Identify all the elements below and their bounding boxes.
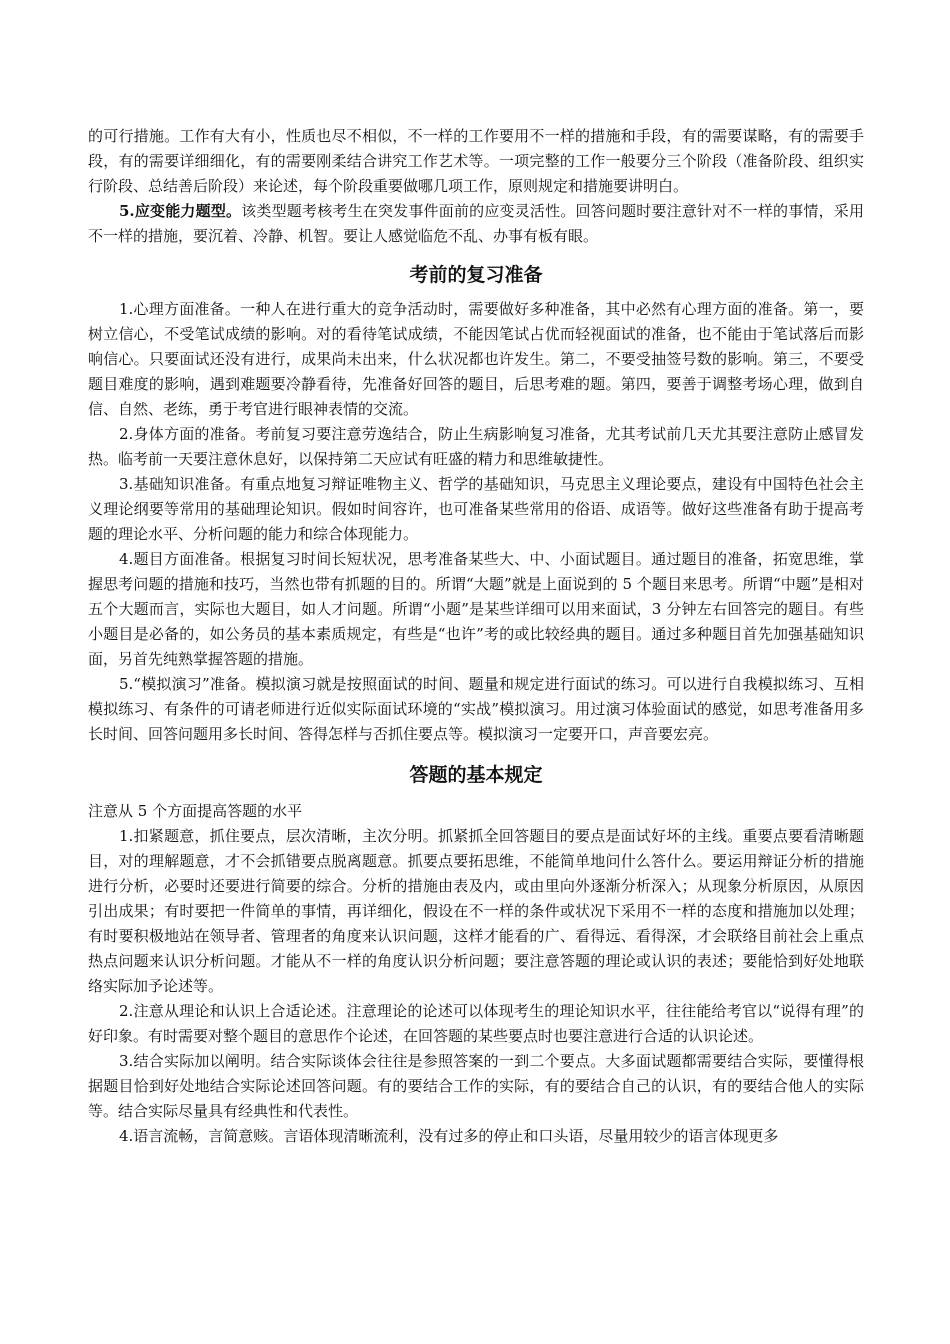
rule-paragraph-2: 2.注意从理论和认识上合适论述。注意理论的论述可以体现考生的理论知识水平，往往能给考官以“说得有理”的好印象。有时需要对整个题目的意思作个论述，在回答题的某些要点时也要注意进行合适的认识论述。	[88, 1002, 864, 1045]
section-title-answer-rules: 答题的基本规定	[409, 764, 543, 786]
section-lead: 注意从 5 个方面提高答题的水平	[88, 802, 303, 820]
intro-paragraph-5	[88, 199, 864, 249]
prep-paragraph-1: 1.心理方面准备。一种人在进行重大的竞争活动时，需要做好多种准备，其中必然有心理方面的准备。第一，要树立信心，不受笔试成绩的影响。对的看待笔试成绩，不能因笔试占优而轻视面试的准备，也不能由于笔试落后而影响信心。只要面试还没有进行，成果尚未出来，什么状况都也许发生。第二，不要受抽签号数的影响。第三，不要受题目难度的影响，遇到难题要冷静看待，先准备好回答的题目，后思考难的题。第四，要善于调整考场心理，做到自信、自然、老练，勇于考官进行眼神表情的交流。	[88, 300, 864, 418]
rule-paragraph-3: 3.结合实际加以阐明。结合实际谈体会往往是参照答案的一到二个要点。大多面试题都需要结合实际，要懂得根据题目恰到好处地结合实际论述回答问题。有的要结合工作的实际，有的要结合自己的认识，有的要结合他人的实际等。结合实际尽量具有经典性和代表性。	[88, 1052, 864, 1120]
prep-paragraph-4: 4.题目方面准备。根据复习时间长短状况，思考准备某些大、中、小面试题目。通过题目的准备，拓宽思维，掌握思考问题的措施和技巧，当然也带有抓题的目的。所谓“大题”就是上面说到的 5 个题目来思考。所谓“中题”是相对五个大题而言，实际也大题目，如人才问题。所谓“小题”是某些详细可以用来面试，3 分钟左右回答完的题目。有些小题目是必备的，如公务员的基本素质规定，有些是“也许”考的或比较经典的题目。通过多种题目首先加强基础知识面，另首先纯熟掌握答题的措施。	[88, 550, 864, 668]
paragraph-heading: 5.应变能力题型。	[119, 202, 242, 220]
paragraph-body: 该类型题考核考生在突发事件面前的应变灵活性。回答问题时要注意针对不一样的事情，采用不一样的措施，要沉着、冷静、机智。要让人感觉临危不乱、办事有板有眼。	[88, 202, 864, 245]
document-page	[88, 124, 864, 1149]
rule-paragraph-1: 1.扣紧题意，抓住要点，层次清晰，主次分明。抓紧抓全回答题目的要点是面试好坏的主线。重要点要看清晰题目，对的理解题意，才不会抓错要点脱离题意。抓要点要拓思维，不能简单地问什么答什么。要运用辩证分析的措施进行分析，必要时还要进行简要的综合。分析的措施由表及内，或由里向外逐渐分析深入；从现象分析原因，从原因引出成果；有时要把一件简单的事情，再详细化，假设在不一样的条件或状况下采用不一样的态度和措施加以处理；有时要积极地站在领导者、管理者的角度来认识问题，这样才能看的广、看得远、看得深，才会联络目前社会上重点热点问题来认识分析问题。才能从不一样的角度认识分析问题；要注意答题的理论或认识的表述；要能恰到好处地联络实际加予论述等。	[88, 827, 864, 995]
prep-paragraph-3: 3.基础知识准备。有重点地复习辩证唯物主义、哲学的基础知识，马克思主义理论要点，建设有中国特色社会主义理论纲要等常用的基础理论知识。假如时间容许，也可准备某些常用的俗语、成语等。做好这些准备有助于提高考题的理论水平、分析问题的能力和综合体现能力。	[88, 475, 864, 543]
rule-paragraph-4: 4.语言流畅，言简意赅。言语体现清晰流利，没有过多的停止和口头语，尽量用较少的语言体现更多	[119, 1127, 779, 1145]
prep-paragraph-5: 5.“模拟演习”准备。模拟演习就是按照面试的时间、题量和规定进行面试的练习。可以进行自我模拟练习、互相模拟练习、有条件的可请老师进行近似实际面试环境的“实战”模拟演习。用过演习体验面试的感觉，如思考准备用多长时间、回答问题用多长时间、答得怎样与否抓住要点等。模拟演习一定要开口，声音要宏亮。	[88, 675, 864, 743]
prep-paragraph-2: 2.身体方面的准备。考前复习要注意劳逸结合，防止生病影响复习准备，尤其考试前几天尤其要注意防止感冒发热。临考前一天要注意休息好，以保持第二天应试有旺盛的精力和思维敏捷性。	[88, 425, 864, 468]
intro-paragraph: 的可行措施。工作有大有小，性质也尽不相似，不一样的工作要用不一样的措施和手段，有的需要谋略，有的需要手段，有的需要详细细化，有的需要刚柔结合讲究工作艺术等。一项完整的工作一般要分三个阶段（准备阶段、组织实行阶段、总结善后阶段）来论述，每个阶段重要做哪几项工作，原则规定和措施要讲明白。	[88, 127, 864, 195]
section-title-review-prep: 考前的复习准备	[409, 264, 543, 286]
